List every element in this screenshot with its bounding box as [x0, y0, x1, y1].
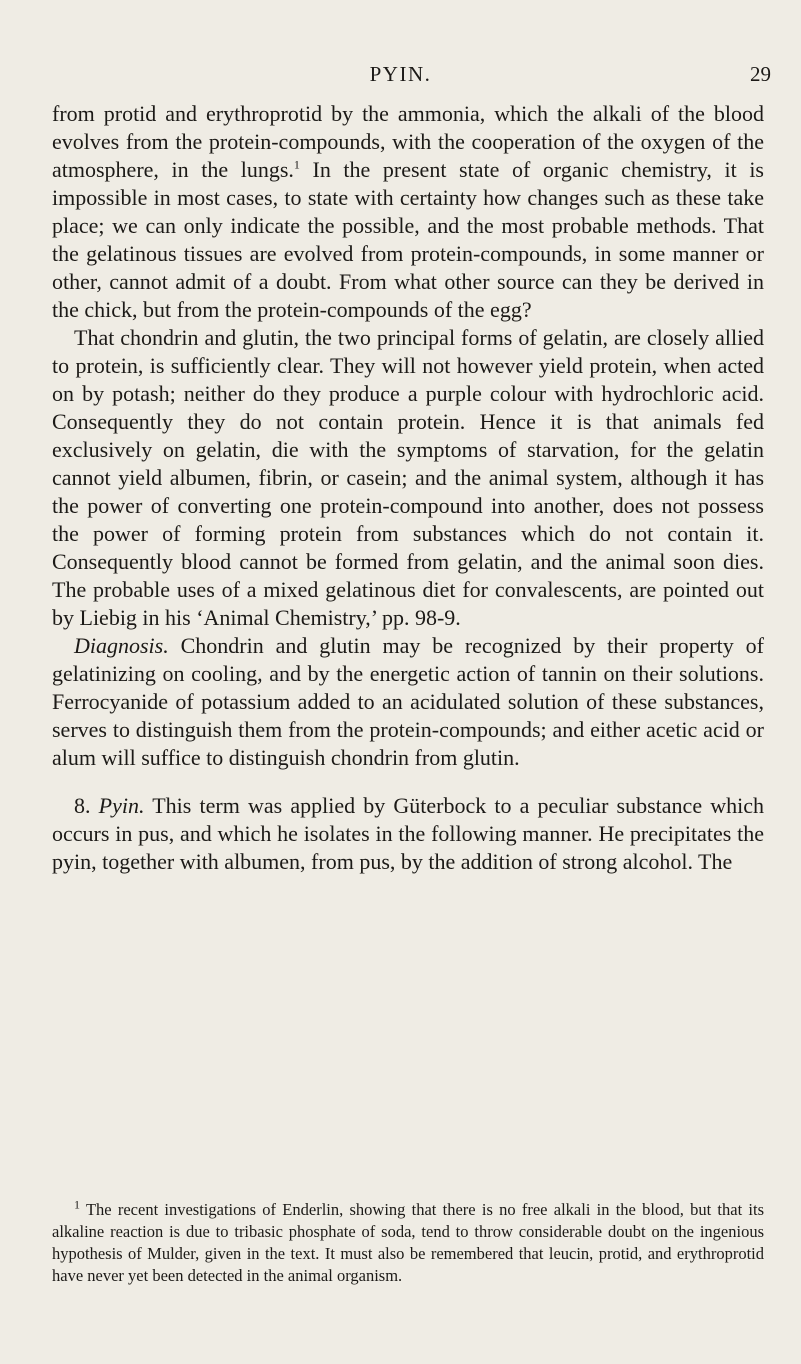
paragraph-1-text: from protid and erythroprotid by the ammonia, which the alkali of the blood evolves from the protein-compounds, with the cooperation of the oxygen of the atmosphere, in the lungs. [52, 101, 764, 182]
section-number: 8. [74, 793, 91, 818]
paragraph-4 [52, 792, 764, 876]
footnote-marker: 1 [74, 1197, 80, 1212]
footnote-reference: 1 [293, 157, 300, 172]
paragraph-1-continuation: In the present state of organic chemistry, it is impossible in most cases, to state with certainty how changes such as these take place; we can only indicate the possible, and the most probable methods. That the gelatinous tissues are evolved from protein-compounds, in some manner or other, cannot admit of a doubt. From what other source can they be derived in the chick, but from the protein-compounds of the egg? [52, 157, 764, 322]
running-title: PYIN. [369, 62, 432, 86]
pyin-heading: Pyin. [98, 793, 145, 818]
page-number: 29 [750, 62, 771, 86]
paragraph-3 [52, 632, 764, 772]
body-text [52, 100, 764, 876]
footnote-text: The recent investigations of Enderlin, showing that there is no free alkali in the blood, but that its alkaline reaction is due to tribasic phosphate of soda, tend to throw considerable doubt on the ingenious hypothesis of Mulder, given in the text. It must also be remembered that leucin, protid, and erythroprotid have never yet been detected in the animal organism. [52, 1200, 764, 1285]
diagnosis-heading: Diagnosis. [74, 633, 169, 658]
running-head [0, 62, 801, 88]
footnote [52, 1199, 764, 1287]
paragraph-3-text: Chondrin and glutin may be recognized by their property of gelatinizing on cooling, and by the energetic action of tannin on their solutions. Ferrocyanide of potassium added to an acidulated solution of these substances, serves to distinguish them from the protein-compounds; and either acetic acid or alum will suffice to distinguish chondrin from glutin. [52, 633, 764, 770]
paragraph-1 [52, 100, 764, 324]
paragraph-4-text: This term was applied by Güterbock to a peculiar substance which occurs in pus, and which he isolates in the following manner. He precipitates the pyin, together with albumen, from pus, by the addition of strong alcohol. The [52, 793, 765, 874]
paragraph-2: That chondrin and glutin, the two principal forms of gelatin, are closely allied to protein, is sufficiently clear. They will not however yield protein, when acted on by potash; neither do they produce a purple colour with hydrochloric acid. Consequently they do not contain protein. Hence it is that animals fed exclusively on gelatin, die with the symptoms of starvation, for the gelatin cannot yield albumen, fibrin, or casein; and the animal system, although it has the power of converting one protein-compound into another, does not possess the power of forming protein from substances which do not contain it. Consequently blood cannot be formed from gelatin, and the animal soon dies. The probable uses of a mixed gelatinous diet for convalescents, are pointed out by Liebig in his ‘Animal Chemistry,’ pp. 98-9. [52, 325, 764, 630]
